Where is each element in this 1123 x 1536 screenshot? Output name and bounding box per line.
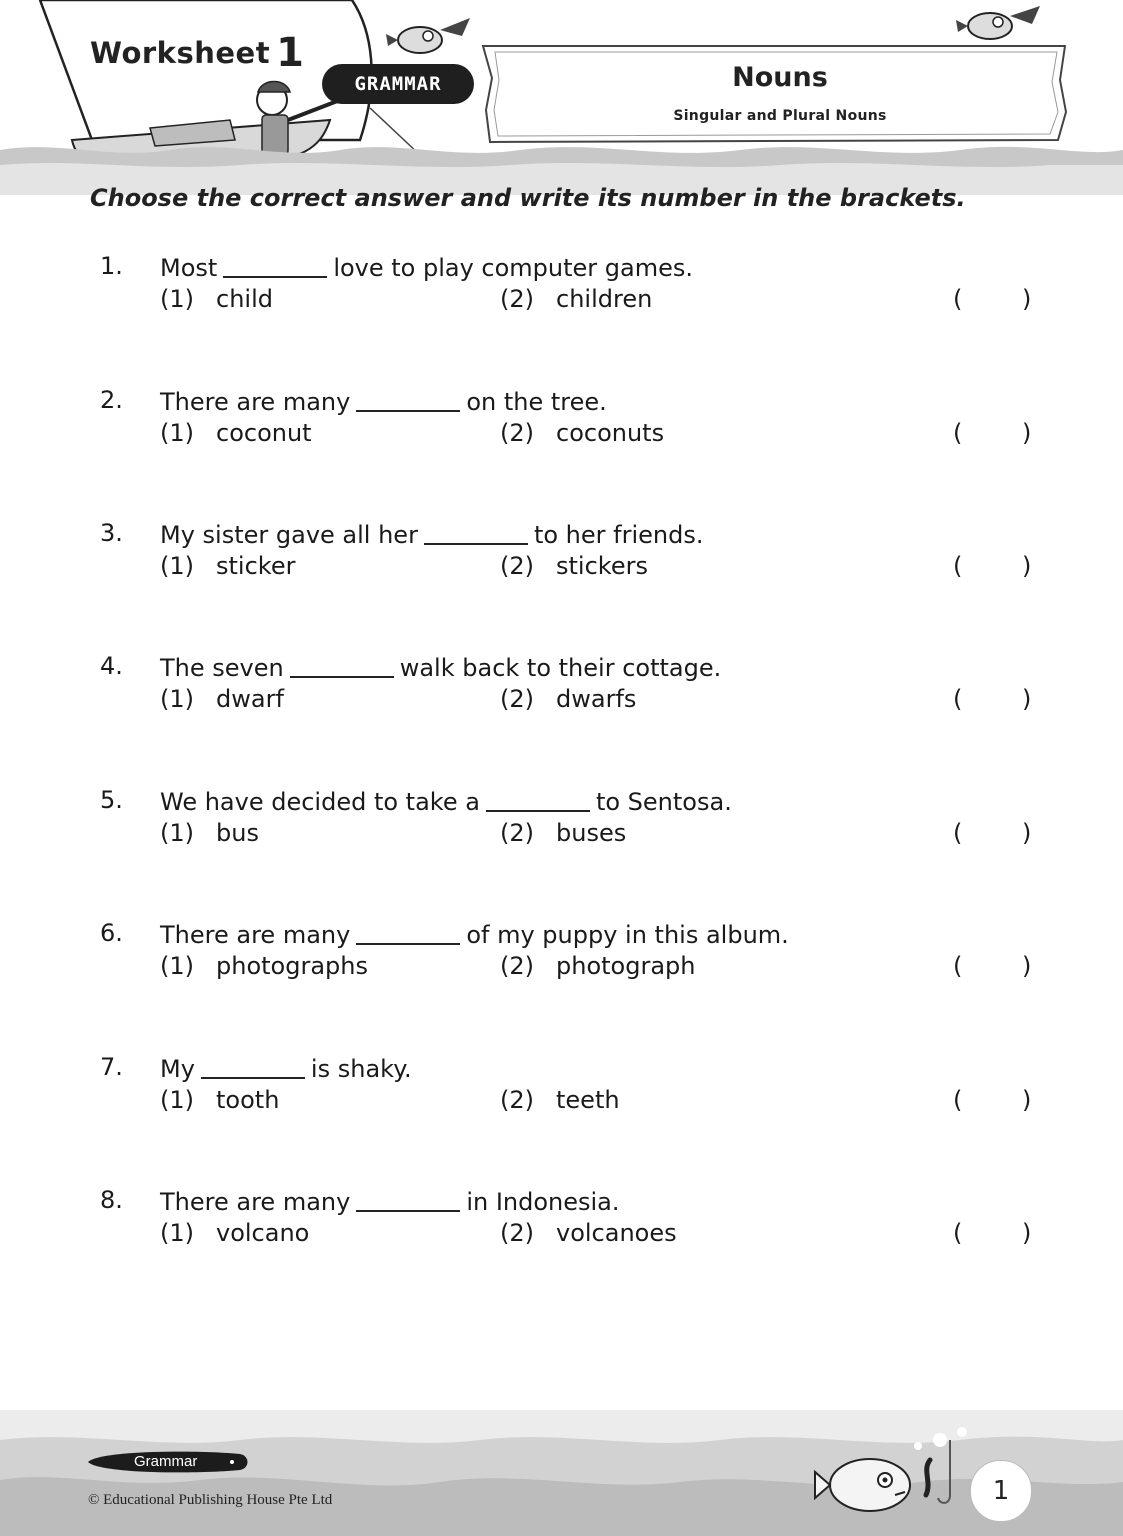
- question-stem: [160, 386, 607, 416]
- stem-after: is shaky.: [310, 1055, 412, 1083]
- option-1-text: child: [216, 285, 273, 313]
- question-number: 3.: [100, 519, 123, 547]
- question-item: [0, 519, 1123, 599]
- stem-before: There are many: [160, 921, 351, 949]
- stem-before: Most: [160, 254, 218, 282]
- answer-bracket-close[interactable]: ): [1022, 285, 1032, 313]
- stem-before: We have decided to take a: [160, 788, 480, 816]
- option-1-number: (1): [160, 819, 194, 847]
- option-1-text: volcano: [216, 1219, 310, 1247]
- copyright-text: © Educational Publishing House Pte Ltd: [88, 1492, 333, 1508]
- stem-after: to her friends.: [533, 521, 704, 549]
- answer-bracket-open[interactable]: (: [953, 685, 963, 713]
- stem-before: My: [160, 1055, 195, 1083]
- worksheet-label: Worksheet: [90, 36, 271, 70]
- answer-blank[interactable]: [486, 786, 590, 812]
- answer-blank[interactable]: [356, 1186, 460, 1212]
- bird-right-illustration: [956, 6, 1040, 39]
- option-2-number: (2): [500, 952, 534, 980]
- question-number: 7.: [100, 1053, 123, 1081]
- option-1-text: tooth: [216, 1086, 280, 1114]
- stem-after: to Sentosa.: [595, 788, 732, 816]
- question-stem: [160, 1186, 620, 1216]
- question-stem: [160, 519, 703, 549]
- option-2-number: (2): [500, 552, 534, 580]
- option-1-number: (1): [160, 285, 194, 313]
- question-number: 5.: [100, 786, 123, 814]
- stem-after: of my puppy in this album.: [466, 921, 789, 949]
- bird-left-illustration: [386, 18, 470, 53]
- stem-after: in Indonesia.: [466, 1188, 620, 1216]
- question-item: [0, 386, 1123, 466]
- question-stem: [160, 786, 732, 816]
- page-number: 1: [970, 1460, 1032, 1522]
- question-stem: [160, 252, 693, 282]
- answer-bracket-open[interactable]: (: [953, 1219, 963, 1247]
- question-item: [0, 919, 1123, 999]
- option-1-number: (1): [160, 1086, 194, 1114]
- question-item: [0, 652, 1123, 732]
- question-item: [0, 1053, 1123, 1133]
- option-1-number: (1): [160, 419, 194, 447]
- option-2-number: (2): [500, 285, 534, 313]
- option-1-number: (1): [160, 552, 194, 580]
- question-number: 8.: [100, 1186, 123, 1214]
- answer-bracket-open[interactable]: (: [953, 552, 963, 580]
- option-2-text: teeth: [556, 1086, 620, 1114]
- answer-bracket-close[interactable]: ): [1022, 819, 1032, 847]
- answer-bracket-close[interactable]: ): [1022, 685, 1032, 713]
- answer-blank[interactable]: [223, 252, 327, 278]
- option-2-text: dwarfs: [556, 685, 637, 713]
- answer-blank[interactable]: [201, 1053, 305, 1079]
- question-number: 2.: [100, 386, 123, 414]
- option-2-text: coconuts: [556, 419, 665, 447]
- answer-bracket-close[interactable]: ): [1022, 952, 1032, 980]
- option-1-text: bus: [216, 819, 259, 847]
- answer-bracket-open[interactable]: (: [953, 952, 963, 980]
- stem-after: on the tree.: [466, 388, 607, 416]
- option-1-number: (1): [160, 952, 194, 980]
- option-1-number: (1): [160, 1219, 194, 1247]
- answer-bracket-open[interactable]: (: [953, 285, 963, 313]
- category-pill: GRAMMAR: [322, 64, 474, 104]
- option-2-text: photograph: [556, 952, 696, 980]
- option-1-number: (1): [160, 685, 194, 713]
- option-1-text: photographs: [216, 952, 368, 980]
- question-stem: [160, 919, 789, 949]
- question-item: [0, 1186, 1123, 1266]
- option-2-text: volcanoes: [556, 1219, 677, 1247]
- answer-bracket-close[interactable]: ): [1022, 419, 1032, 447]
- question-stem: [160, 652, 721, 682]
- worksheet-header: [0, 0, 1123, 195]
- topic-title: Nouns: [732, 62, 828, 93]
- answer-bracket-close[interactable]: ): [1022, 552, 1032, 580]
- stem-before: The seven: [160, 654, 284, 682]
- option-2-number: (2): [500, 685, 534, 713]
- answer-bracket-open[interactable]: (: [953, 419, 963, 447]
- stem-after: walk back to their cottage.: [399, 654, 722, 682]
- instruction-text: Choose the correct answer and write its number in the brackets.: [90, 184, 966, 212]
- option-2-number: (2): [500, 1086, 534, 1114]
- option-1-text: sticker: [216, 552, 296, 580]
- question-stem: [160, 1053, 412, 1083]
- stem-after: love to play computer games.: [333, 254, 694, 282]
- answer-blank[interactable]: [290, 652, 394, 678]
- stem-before: There are many: [160, 388, 351, 416]
- option-2-number: (2): [500, 1219, 534, 1247]
- answer-bracket-close[interactable]: ): [1022, 1086, 1032, 1114]
- option-2-text: stickers: [556, 552, 648, 580]
- question-number: 4.: [100, 652, 123, 680]
- stem-before: There are many: [160, 1188, 351, 1216]
- option-2-number: (2): [500, 819, 534, 847]
- stem-before: My sister gave all her: [160, 521, 418, 549]
- answer-bracket-close[interactable]: ): [1022, 1219, 1032, 1247]
- question-number: 1.: [100, 252, 123, 280]
- worksheet-title: [90, 30, 304, 76]
- answer-blank[interactable]: [356, 919, 460, 945]
- answer-blank[interactable]: [424, 519, 528, 545]
- worksheet-number: 1: [276, 30, 305, 76]
- question-item: [0, 252, 1123, 332]
- footer-illustration: [0, 1410, 1123, 1536]
- footer-section-tag: Grammar: [134, 1453, 198, 1470]
- question-number: 6.: [100, 919, 123, 947]
- answer-blank[interactable]: [356, 386, 460, 412]
- worksheet-footer: [0, 1410, 1123, 1536]
- option-2-text: children: [556, 285, 653, 313]
- option-2-number: (2): [500, 419, 534, 447]
- question-item: [0, 786, 1123, 866]
- option-1-text: dwarf: [216, 685, 284, 713]
- topic-subtitle: Singular and Plural Nouns: [673, 108, 887, 124]
- option-1-text: coconut: [216, 419, 312, 447]
- answer-bracket-open[interactable]: (: [953, 819, 963, 847]
- answer-bracket-open[interactable]: (: [953, 1086, 963, 1114]
- option-2-text: buses: [556, 819, 627, 847]
